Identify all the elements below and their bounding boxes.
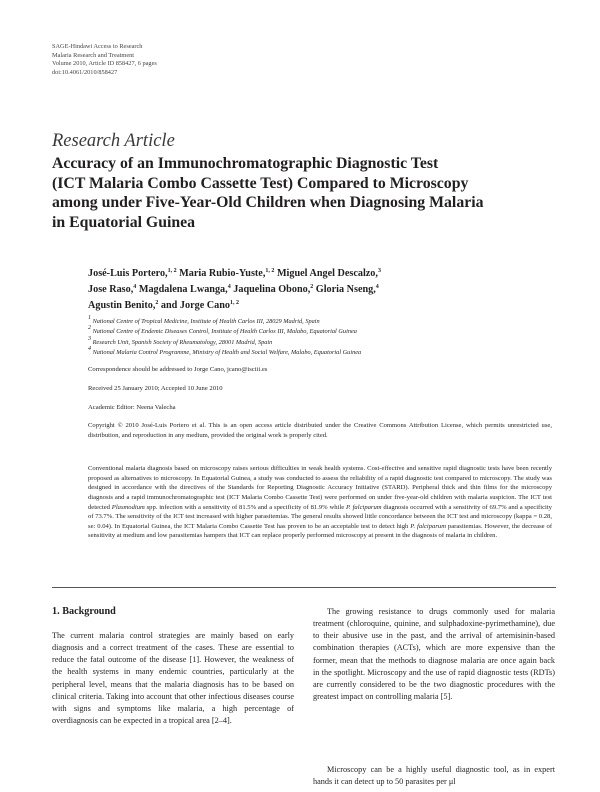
author-line (88, 282, 578, 298)
author-affiliation-mark: 2 (310, 284, 314, 291)
author-affiliation-mark: 4 (375, 284, 379, 291)
abstract-text: spp. infection with a sensitivity of 81.5% and a specificity of 81.9% while (144, 503, 346, 511)
affiliation-number: 1 (88, 315, 91, 321)
abstract-text: diagnosis occurred with a sensitivity of 69.7% and a specificity of 73.7%. The sensitivity of the ICT test increased with higher parasitemias. The general results showed little concordance between the ICT test and microscopy (kappa = 0.28, se: 0.04). In Equatorial Guinea, the ICT Malaria Combo Cassette Test has proven to be an acceptable test to detect high (88, 503, 552, 530)
author-affiliation-mark: 1, 2 (167, 268, 177, 274)
journal-info (52, 43, 352, 77)
title-line: (ICT Malaria Combo Cassette Test) Compared to Microscopy (52, 174, 469, 192)
affiliation-text: Research Unit, Spanish Society of Rheumatology, 28001 Madrid, Spain (92, 338, 273, 346)
author-affiliation-mark: 4 (133, 284, 137, 291)
author-name: Jose Raso, (88, 284, 134, 296)
affiliation-item (88, 345, 558, 358)
section-heading-background: 1. Background (52, 606, 116, 617)
journal-name: Malaria Research and Treatment (52, 51, 135, 59)
author-line (88, 266, 578, 282)
author-name: Jaquelina Obono, (233, 284, 311, 296)
title-line: Accuracy of an Immunochromatographic Diagnostic Test (52, 155, 439, 172)
body-paragraph: The current malaria control strategies are mainly based on early diagnosis and a correct treatment of the cases. These are essential to reduce the fatal outcome of the disease [1]. However, the weakness of the health systems in many endemic countries, particularly at the peripheral level, means that the malaria diagnosis has to be based on clinical criteria. Taking into account that other infectious diseases course with signs and symptoms like malaria, a high percentage of overdiagnosis can be expected in a tropical area [2–4]. (52, 631, 294, 726)
journal-publisher: SAGE-Hindawi Access to Research (52, 43, 143, 50)
author-name: José-Luis Portero, (88, 268, 168, 279)
author-name: Maria Rubio-Yuste, (179, 268, 266, 279)
paper-title (52, 154, 572, 232)
journal-volume: Volume 2010, Article ID 858427, 6 pages (52, 60, 157, 68)
abstract-text: parasitemias. However, the decrease of sensitivity at medium and low parasitemias hampers that ICT can replace properly performed microscopy at present in the diagnosis of malaria in children. (88, 522, 553, 540)
author-affiliation-mark: 1, 2 (229, 300, 239, 307)
article-type: Research Article (52, 131, 175, 151)
abstract-italic: Plasmodium (111, 503, 145, 511)
copyright-notice: Copyright © 2010 José-Luis Portero et al. This is an open access article distributed under the Creative Commons Attribution License, which permits unrestricted use, distribution, and reproduction in any medium, provided the original work is properly cited. (88, 422, 552, 439)
author-list (88, 266, 578, 315)
abstract-italic: P. falciparum (410, 522, 446, 530)
affiliation-item (88, 335, 558, 348)
author-name: Miguel Angel Descalzo, (276, 268, 378, 279)
affiliation-text: National Malaria Control Programme, Ministry of Health and Social Welfare, Malabo, Equatorial Guinea (92, 348, 362, 356)
author-name: Agustin Benito, (88, 300, 156, 312)
author-name: Magdalena Lwanga, (138, 284, 228, 296)
affiliation-list (88, 317, 558, 358)
author-affiliation-mark: 2 (155, 300, 159, 307)
abstract (88, 464, 552, 541)
received-dates: Received 25 January 2010; Accepted 10 June 2010 (88, 385, 223, 392)
academic-editor: Academic Editor: Neena Valecha (88, 404, 176, 411)
journal-doi[interactable]: doi:10.4061/2010/858427 (52, 68, 118, 76)
affiliation-number: 4 (88, 345, 91, 352)
abstract-italic: P. falciparum (345, 503, 382, 511)
affiliation-text: National Centre of Tropical Medicine, Institute of Health Carlos III, 28029 Madrid, Spain (92, 318, 320, 325)
affiliation-number: 3 (88, 335, 91, 342)
author-line (88, 298, 578, 314)
title-line: among under Five-Year-Old Children when Diagnosing Malaria (52, 194, 484, 212)
title-line: in Equatorial Guinea (52, 213, 196, 231)
section-divider (52, 587, 556, 588)
affiliation-item (88, 327, 558, 337)
affiliation-text: National Centre of Endemic Diseases Control, Institute of Health Carlos III, Malabo, Equatorial Guinea (92, 328, 357, 336)
author-name: and Jorge Cano (160, 300, 230, 312)
author-name: Gloria Nseng, (315, 284, 376, 296)
correspondence: Correspondence should be addressed to Jorge Cano, jcano@isciii.es (88, 366, 268, 373)
author-affiliation-mark: 1, 2 (265, 268, 275, 274)
author-affiliation-mark: 4 (227, 284, 231, 291)
author-affiliation-mark: 3 (377, 268, 381, 274)
abstract-text: Conventional malaria diagnosis based on microscopy raises serious difficulties in weak health systems. Cost-effective and sensitive rapid diagnostic tests have been recently proposed as alternatives to microscopy. In Equatorial Guinea, a study was conducted to assess the reliability of a rapid diagnostic test compared to microscopy. The study was designed in accordance with the directives of the Standards for Reporting Diagnostic Accuracy Initiative (STARD). Peripheral thick and thin films for the microscopy diagnosis and a rapid immunochromatographic test (ICT Malaria Combo Cassette Test) were performed on under five-year-old children with malaria suspicion. The ICT test detected (88, 465, 552, 511)
affiliation-item (88, 317, 558, 327)
body-paragraph: The growing resistance to drugs commonly used for malaria treatment (chloroquine, quinine, and sulphadoxine-pyrimethamine), due to their abusive use in the past, and the arrival of artemisinin-based combination therapies (ACTs), which are more expensive than the former, mean that the methods to diagnose malaria are once again back in the spotlight. Microscopy and the use of rapid diagnostic tests (RDTs) are currently considered to be the two diagnostic procedures with the greatest impact on controlling malaria [5]. (313, 607, 555, 702)
body-paragraph: Microscopy can be a highly useful diagnostic tool, as in expert hands it can detect up to 50 parasites per μl (313, 765, 555, 787)
affiliation-number: 2 (88, 325, 91, 332)
